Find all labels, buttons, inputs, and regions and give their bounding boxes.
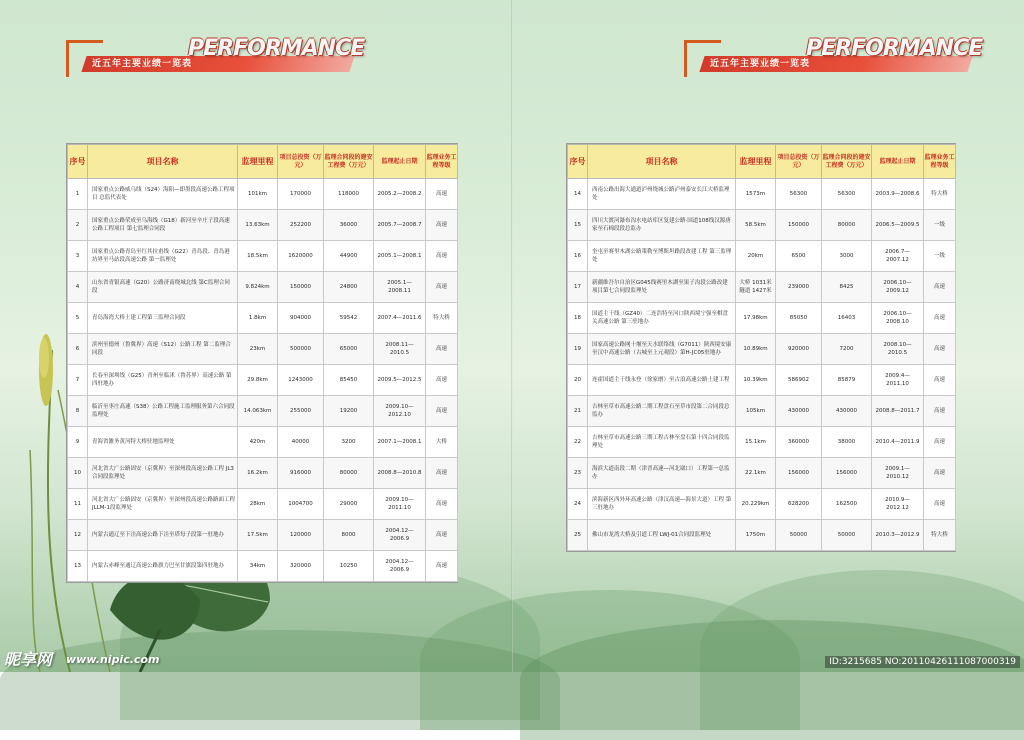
cell-mileage: 10.89km	[736, 334, 776, 365]
cell-grade: 高速	[426, 489, 458, 520]
cell-grade: 高速	[426, 396, 458, 427]
cell-name: 佛山市龙湾大桥及引道工程 LWJ-01合同段监理处	[588, 520, 736, 551]
cell-no: 14	[568, 179, 588, 210]
cell-dates: 2009.10—2011.10	[374, 489, 426, 520]
cell-mileage: 34km	[238, 551, 278, 582]
cell-grade: 高速	[426, 520, 458, 551]
cell-mileage: 29.8km	[238, 365, 278, 396]
cell-no: 11	[68, 489, 88, 520]
cell-fee: 19200	[324, 396, 374, 427]
cell-name: 西南公路出海大通道泸州绕城公路泸州泰安长江大桥监理处	[588, 179, 736, 210]
cell-fee: 16403	[822, 303, 872, 334]
cell-grade: 高速	[924, 396, 956, 427]
column-header-dates: 监理起止日期	[374, 145, 426, 179]
cell-mileage: 420m	[238, 427, 278, 458]
cell-dates: 2009.1—2010.12	[872, 458, 924, 489]
column-header-invest: 项目总投资（万元）	[278, 145, 324, 179]
cell-dates: 2004.12—2006.9	[374, 551, 426, 582]
cell-grade: 高速	[924, 272, 956, 303]
table-row	[568, 272, 956, 303]
cell-name: 滨海新区西外环高速公路（津汉高速—海景大道）工程 第三驻地办	[588, 489, 736, 520]
table-row	[68, 303, 458, 334]
cell-no: 5	[68, 303, 88, 334]
cell-dates: 2004.12—2006.9	[374, 520, 426, 551]
header-title-en: PERFORMANCE	[188, 36, 365, 61]
cell-invest: 150000	[278, 272, 324, 303]
table-row	[568, 365, 956, 396]
cell-no: 23	[568, 458, 588, 489]
table-row	[568, 334, 956, 365]
cell-grade: 高速	[924, 365, 956, 396]
cell-name: 奎屯至赛里木湖公路策勒至博斯坦路段改建工程 第三监理处	[588, 241, 736, 272]
column-header-no: 序号	[68, 145, 88, 179]
cell-mileage: 1573m	[736, 179, 776, 210]
column-header-invest: 项目总投资（万元）	[776, 145, 822, 179]
cell-fee: 7200	[822, 334, 872, 365]
table-row	[68, 272, 458, 303]
cell-name: 海滨大道南段二期（津晋高速—河北崴口）工程第一总监办	[588, 458, 736, 489]
cell-dates: 2008.8—2011.7	[872, 396, 924, 427]
cell-grade: 一级	[924, 210, 956, 241]
cell-no: 4	[68, 272, 88, 303]
cell-mileage: 20.229km	[736, 489, 776, 520]
column-header-name: 项目名称	[88, 145, 238, 179]
cell-invest: 255000	[278, 396, 324, 427]
cell-dates: 2010.3—2012.9	[872, 520, 924, 551]
cell-fee: 65000	[324, 334, 374, 365]
cell-no: 25	[568, 520, 588, 551]
cell-no: 22	[568, 427, 588, 458]
cell-name: 新疆维吾尔自治区G045线赛里木湖至果子沟段公路改建项目第七合同段监理处	[588, 272, 736, 303]
table-row	[68, 427, 458, 458]
table-row	[568, 489, 956, 520]
cell-mileage: 9.824km	[238, 272, 278, 303]
cell-invest: 628200	[776, 489, 822, 520]
table-row	[568, 241, 956, 272]
cell-dates: 2006.7—2007.12	[872, 241, 924, 272]
cell-dates: 2009.10—2012.10	[374, 396, 426, 427]
table-row	[568, 427, 956, 458]
cell-invest: 500000	[278, 334, 324, 365]
table-row	[68, 179, 458, 210]
cell-grade: 高速	[924, 458, 956, 489]
cell-fee: 10250	[324, 551, 374, 582]
table-row	[68, 241, 458, 272]
cell-dates: 2007.1—2008.1	[374, 427, 426, 458]
cell-invest: 916000	[278, 458, 324, 489]
cell-name: 滨州至德州（鲁冀界）高速（S12）公路工程 第二监理合同段	[88, 334, 238, 365]
cell-fee: 8000	[324, 520, 374, 551]
cell-invest: 1004700	[278, 489, 324, 520]
cell-mileage: 1750m	[736, 520, 776, 551]
cell-mileage: 14.063km	[238, 396, 278, 427]
cell-dates: 2006.10—2008.10	[872, 303, 924, 334]
cell-fee: 36000	[324, 210, 374, 241]
cell-fee: 162500	[822, 489, 872, 520]
cell-name: 国道主干线（GZ40）二连浩特至河口陕西境宁强至棋盘关高速公路 第三驻地办	[588, 303, 736, 334]
right-header	[684, 36, 984, 80]
cell-fee: 38000	[822, 427, 872, 458]
cell-fee: 56300	[822, 179, 872, 210]
cell-mileage: 1.8km	[238, 303, 278, 334]
cell-dates: 2005.1—2008.11	[374, 272, 426, 303]
table-row	[68, 334, 458, 365]
table-row	[568, 303, 956, 334]
cell-fee: 3000	[822, 241, 872, 272]
cell-fee: 118000	[324, 179, 374, 210]
cell-invest: 170000	[278, 179, 324, 210]
cell-fee: 430000	[822, 396, 872, 427]
cell-mileage: 16.2km	[238, 458, 278, 489]
cell-mileage: 17.5km	[238, 520, 278, 551]
cell-no: 10	[68, 458, 88, 489]
cell-name: 青海省雒务黄河特大桥驻地监理处	[88, 427, 238, 458]
header-title-cn: 近五年主要业绩一览表	[92, 59, 193, 69]
cell-no: 1	[68, 179, 88, 210]
cell-fee: 156000	[822, 458, 872, 489]
cell-fee: 44900	[324, 241, 374, 272]
column-header-fee: 监理合同段的建安工程费（万元）	[822, 145, 872, 179]
cell-invest: 239000	[776, 272, 822, 303]
column-header-no: 序号	[568, 145, 588, 179]
cell-dates: 2009.5—2012.5	[374, 365, 426, 396]
cell-invest: 150000	[776, 210, 822, 241]
cell-invest: 252200	[278, 210, 324, 241]
cell-grade: 高速	[924, 303, 956, 334]
cell-grade: 高速	[426, 458, 458, 489]
cell-mileage: 58.5km	[736, 210, 776, 241]
cell-dates: 2005.2—2008.2	[374, 179, 426, 210]
cell-grade: 高速	[426, 272, 458, 303]
cell-dates: 2008.11—2010.5	[374, 334, 426, 365]
cell-grade: 高速	[426, 179, 458, 210]
cell-name: 吉林至草市高速公路二期工程盘石至草市段第二合同段总监办	[588, 396, 736, 427]
cell-fee: 8425	[822, 272, 872, 303]
cell-no: 7	[68, 365, 88, 396]
table-row	[68, 489, 458, 520]
right-performance-table	[566, 143, 956, 552]
cell-grade: 高速	[924, 334, 956, 365]
site-logo: 昵享网	[4, 650, 53, 669]
cell-invest: 360000	[776, 427, 822, 458]
table-row	[568, 179, 956, 210]
cell-name: 河北省大广公路固安（京冀界）至深州段高速公路工程 JL3合同段监理处	[88, 458, 238, 489]
table-row	[68, 551, 458, 582]
cell-no: 18	[568, 303, 588, 334]
image-id-watermark: ID:3215685 NO:20110426111087000319	[825, 656, 1020, 668]
cell-dates: 2008.10—2010.5	[872, 334, 924, 365]
left-header	[66, 36, 366, 80]
cell-no: 9	[68, 427, 88, 458]
table-row	[68, 458, 458, 489]
cell-name: 临沂至枣庄高速（S38）公路工程施工监理服务第六合同段监理处	[88, 396, 238, 427]
cell-fee: 24800	[324, 272, 374, 303]
cell-invest: 85050	[776, 303, 822, 334]
cell-mileage: 大桥 1031米 隧道 1427米	[736, 272, 776, 303]
cell-name: 国家高速公路网十堰至天水联络线（G7011）陕西境安康至汉中高速公路（古城至上元观段）第H-JC05驻地办	[588, 334, 736, 365]
cell-invest: 6500	[776, 241, 822, 272]
cell-no: 6	[68, 334, 88, 365]
cell-grade: 高速	[426, 551, 458, 582]
cell-dates: 2005.1—2008.1	[374, 241, 426, 272]
cell-dates: 2007.4—2011.6	[374, 303, 426, 334]
cell-name: 国家重点公路威乌线（S24）海阳—即墨段高速公路工程项目 总监代表处	[88, 179, 238, 210]
cell-dates: 2006.10—2009.12	[872, 272, 924, 303]
column-header-grade: 监理业务工程等级	[426, 145, 458, 179]
cell-invest: 320000	[278, 551, 324, 582]
page-fold	[511, 0, 513, 672]
cell-fee: 3200	[324, 427, 374, 458]
table-row	[568, 458, 956, 489]
cell-invest: 920000	[776, 334, 822, 365]
column-header-mileage: 监理里程	[238, 145, 278, 179]
cell-grade: 高速	[426, 210, 458, 241]
cell-name: 内蒙古通辽至下洼高速公路下洼至塔每子段第一驻地办	[88, 520, 238, 551]
cell-no: 21	[568, 396, 588, 427]
cell-name: 连霍国道主干线永登（徐家磨）至古浪高速公路土建工程	[588, 365, 736, 396]
table-row	[568, 520, 956, 551]
cell-name: 山东省青银高速（G20）公路济南绕城北线 第C监理合同段	[88, 272, 238, 303]
cell-no: 2	[68, 210, 88, 241]
column-header-name: 项目名称	[588, 145, 736, 179]
table-row	[68, 396, 458, 427]
cell-no: 15	[568, 210, 588, 241]
table-row	[68, 365, 458, 396]
cell-fee: 85450	[324, 365, 374, 396]
cell-fee: 80000	[324, 458, 374, 489]
column-header-mileage: 监理里程	[736, 145, 776, 179]
cell-name: 四川大渡河瀑布沟水电站库区复建公路·国道108线汉源唐家至石棉段段总监办	[588, 210, 736, 241]
cell-dates: 2010.4—2011.9	[872, 427, 924, 458]
cell-no: 13	[68, 551, 88, 582]
cell-grade: 高速	[426, 365, 458, 396]
cell-mileage: 23km	[238, 334, 278, 365]
cell-name: 内蒙古赤峰至通辽高速公路旗力巴至甘旗段第四驻地办	[88, 551, 238, 582]
cell-fee: 59542	[324, 303, 374, 334]
hill-decoration	[520, 620, 1024, 740]
cell-name: 河北省大广公路固安（京冀界）至深州段高速公路路面工程 JLLM-1段监理处	[88, 489, 238, 520]
cell-name: 国家重点公路荣成至乌海线（G18）新河至辛庄子段高速公路工程项目 第七监理合同段	[88, 210, 238, 241]
cell-dates: 2008.8—2010.8	[374, 458, 426, 489]
cell-no: 16	[568, 241, 588, 272]
cell-fee: 85879	[822, 365, 872, 396]
cell-grade: 高速	[426, 334, 458, 365]
table-row	[568, 210, 956, 241]
cell-invest: 156000	[776, 458, 822, 489]
cell-no: 20	[568, 365, 588, 396]
cell-fee: 80000	[822, 210, 872, 241]
cell-name: 国家重点公路青岛至红其拉甫线（G22）青岛段、青岛港坊界至马站段高速公路 第一监理处	[88, 241, 238, 272]
cell-grade: 高速	[426, 241, 458, 272]
cell-invest: 430000	[776, 396, 822, 427]
cell-grade: 特大桥	[426, 303, 458, 334]
left-performance-table	[66, 143, 458, 583]
cell-mileage: 101km	[238, 179, 278, 210]
cell-mileage: 105km	[736, 396, 776, 427]
cell-name: 吉林至草市高速公路三期工程吉林至盘石第十四合同段监理处	[588, 427, 736, 458]
column-header-grade: 监理业务工程等级	[924, 145, 956, 179]
cell-no: 17	[568, 272, 588, 303]
cell-invest: 904000	[278, 303, 324, 334]
header-title-en: PERFORMANCE	[806, 36, 983, 61]
cell-fee: 50000	[822, 520, 872, 551]
cell-grade: 高速	[924, 489, 956, 520]
cell-invest: 1620000	[278, 241, 324, 272]
cell-grade: 一级	[924, 241, 956, 272]
cell-grade: 高速	[924, 427, 956, 458]
cell-mileage: 13.63km	[238, 210, 278, 241]
cell-mileage: 20km	[736, 241, 776, 272]
cell-mileage: 17.98km	[736, 303, 776, 334]
cell-dates: 2009.4—2011.10	[872, 365, 924, 396]
column-header-dates: 监理起止日期	[872, 145, 924, 179]
cell-mileage: 10.39km	[736, 365, 776, 396]
cell-grade: 特大桥	[924, 179, 956, 210]
cell-invest: 40000	[278, 427, 324, 458]
cell-name: 青岛海湾大桥土建工程第三监理合同段	[88, 303, 238, 334]
cell-invest: 56300	[776, 179, 822, 210]
cell-invest: 1243000	[278, 365, 324, 396]
cell-mileage: 15.1km	[736, 427, 776, 458]
cell-fee: 29000	[324, 489, 374, 520]
cell-dates: 2006.5—2009.5	[872, 210, 924, 241]
cell-grade: 大桥	[426, 427, 458, 458]
cell-dates: 2005.7—2008.7	[374, 210, 426, 241]
cell-no: 24	[568, 489, 588, 520]
cell-invest: 120000	[278, 520, 324, 551]
cell-mileage: 28km	[238, 489, 278, 520]
cell-no: 8	[68, 396, 88, 427]
cell-no: 12	[68, 520, 88, 551]
cell-name: 长春至深圳线（G25）青州至临沭（鲁苏界）高速公路 第四驻地办	[88, 365, 238, 396]
cell-invest: 586902	[776, 365, 822, 396]
column-header-fee: 监理合同段的建安工程费（万元）	[324, 145, 374, 179]
cell-mileage: 18.5km	[238, 241, 278, 272]
cell-invest: 50000	[776, 520, 822, 551]
cell-grade: 特大桥	[924, 520, 956, 551]
table-row	[568, 396, 956, 427]
table-row	[68, 210, 458, 241]
site-url: www.nipic.com	[66, 653, 160, 666]
cell-no: 3	[68, 241, 88, 272]
header-title-cn: 近五年主要业绩一览表	[710, 59, 811, 69]
cell-mileage: 22.1km	[736, 458, 776, 489]
cell-dates: 2010.9—2012.12	[872, 489, 924, 520]
table-row	[68, 520, 458, 551]
cell-no: 19	[568, 334, 588, 365]
cell-dates: 2003.9—2008.6	[872, 179, 924, 210]
